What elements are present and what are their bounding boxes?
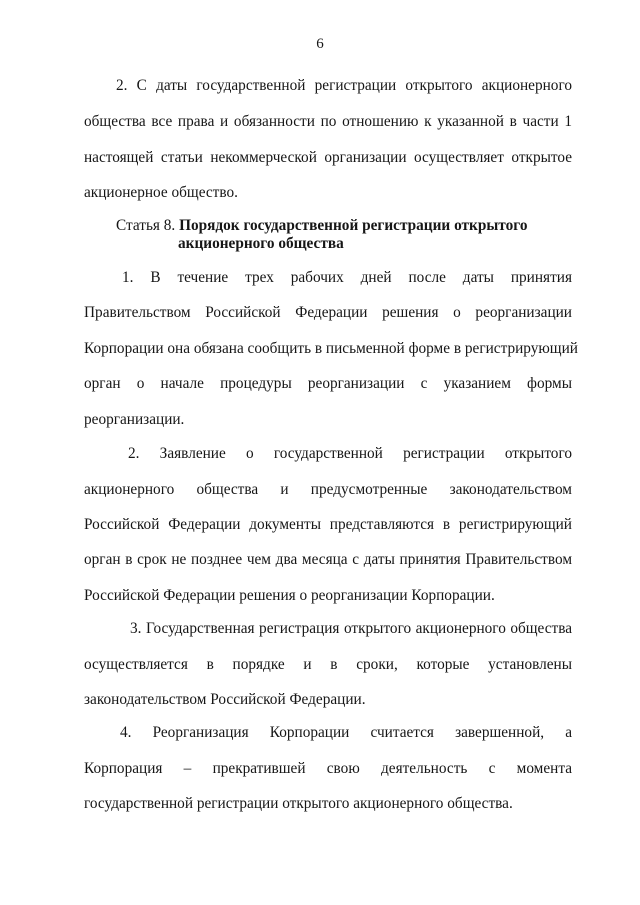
text-line: 1. В течение трех рабочих дней после даты принятия: [122, 269, 572, 286]
text-line: 4. Реорганизация Корпорации считается завершенной, а: [120, 724, 572, 741]
text-line: государственной регистрации открытого акционерного общества.: [84, 795, 513, 812]
article-title-continued: акционерного общества: [178, 235, 344, 252]
text-line: Российской Федерации решения о реорганизации Корпорации.: [84, 587, 495, 604]
text-line: Российской Федерации документы представляются в регистрирующий: [84, 516, 572, 533]
article-title: Порядок государственной регистрации открытого: [179, 217, 528, 234]
text-line: акционерного общества и предусмотренные законодательством: [84, 481, 572, 498]
text-line: орган о начале процедуры реорганизации с указанием формы: [84, 375, 572, 392]
article-prefix: Статья 8.: [116, 217, 176, 234]
text-line: реорганизации.: [84, 411, 185, 428]
text-line: 3. Государственная регистрация открытого акционерного общества: [130, 620, 572, 637]
article-heading-line-1: [116, 216, 527, 236]
article-heading-line-2: [178, 234, 344, 254]
text-line: 2. Заявление о государственной регистрации открытого: [128, 445, 572, 462]
page-number: 6: [316, 36, 324, 52]
text-line: Правительством Российской Федерации решения о реорганизации: [84, 304, 572, 321]
text-line: осуществляется в порядке и в сроки, которые установлены: [84, 656, 572, 673]
text-line: Корпорация – прекратившей свою деятельность с момента: [84, 760, 572, 777]
text-line: Корпорации она обязана сообщить в письменной форме в регистрирующий: [84, 340, 578, 357]
text-line: настоящей статьи некоммерческой организации осуществляет открытое: [84, 149, 572, 166]
text-line: орган в срок не позднее чем два месяца с даты принятия Правительством: [84, 551, 572, 568]
text-line: общества все права и обязанности по отношению к указанной в части 1: [84, 113, 572, 130]
text-line: 2. С даты государственной регистрации открытого акционерного: [116, 77, 572, 94]
text-line: акционерное общество.: [84, 184, 238, 201]
text-line: законодательством Российской Федерации.: [84, 691, 366, 708]
